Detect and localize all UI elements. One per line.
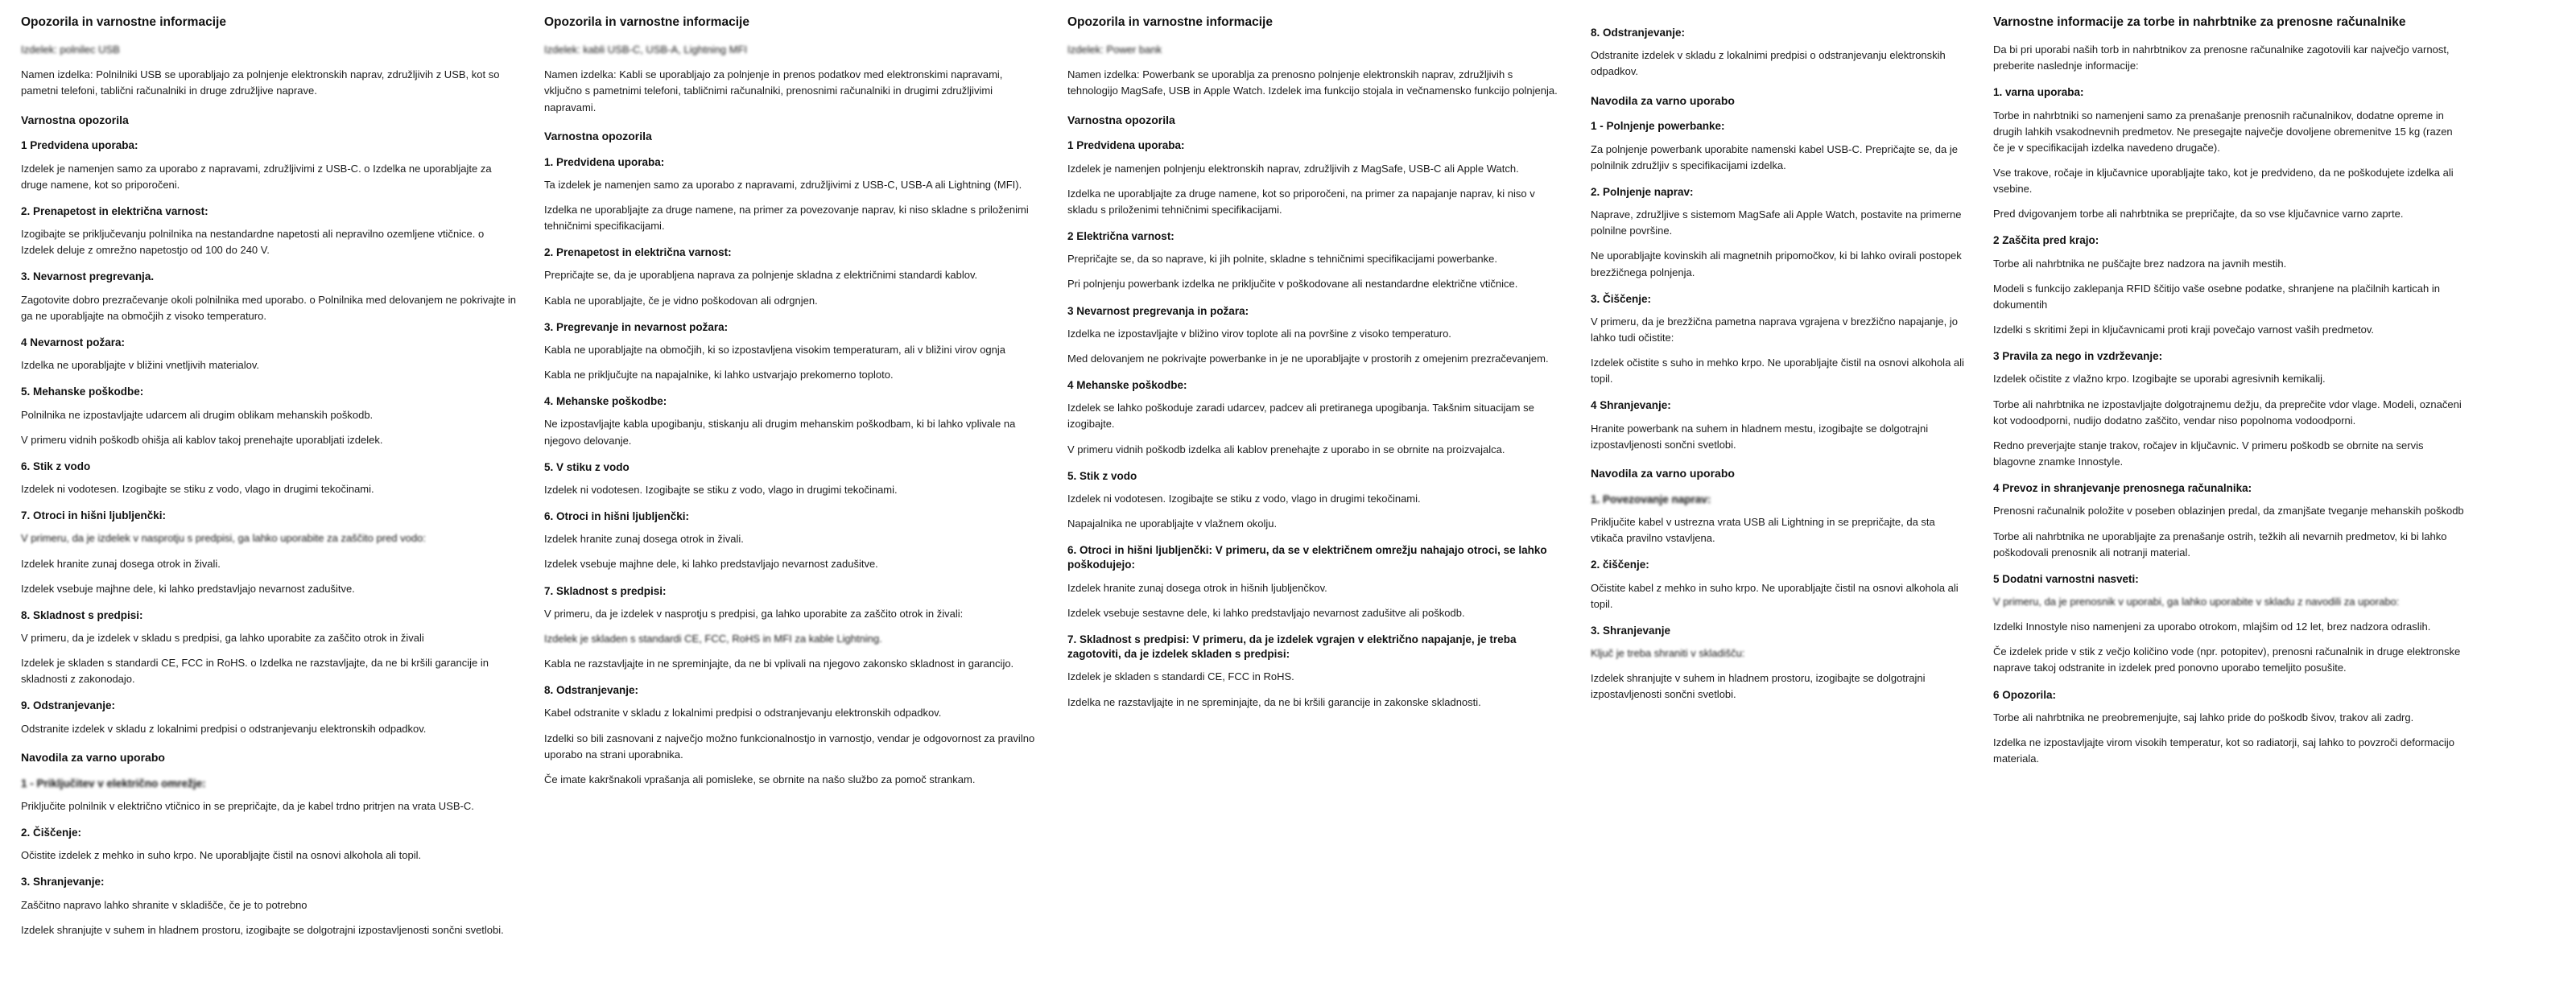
column-title: Varnostne informacije za torbe in nahrbtnike za prenosne računalnike xyxy=(1993,15,2406,29)
section-item-paragraph: Kabla ne uporabljajte, če je vidno poškodovan ali odrgnjen. xyxy=(544,294,818,307)
section-item-title: 7. Skladnost s predpisi: V primeru, da je izdelek vgrajen v električno napajanje, je treba zagotoviti, da je izdelek skladen s predpisi: xyxy=(1067,633,1517,661)
product-purpose-text: Namen izdelka: Polnilniki USB se uporabljajo za polnjenje elektronskih naprav, združljivih z USB, kot so pametni telefoni, tablični računalniki in druge združljive naprave. xyxy=(21,68,500,97)
section-item-title: 4. Mehanske poškodbe: xyxy=(544,395,667,408)
section-item-title: 2 Zaščita pred krajo: xyxy=(1993,234,2099,247)
section-item-paragraph: Izdelek ni vodotesen. Izogibajte se stiku z vodo, vlago in drugimi tekočinami. xyxy=(1067,492,1421,505)
product-name-line: Izdelek: Power bank xyxy=(1067,43,1162,56)
section-item-title: 3. Nevarnost pregrevanja. xyxy=(21,270,155,283)
column-title: Opozorila in varnostne informacije xyxy=(21,15,226,29)
section-item-title: 5. V stiku z vodo xyxy=(544,460,630,473)
section-item-title: 3. Shranjevanje xyxy=(1591,624,1671,637)
section-item-paragraph: Izdelka ne uporabljajte v bližini vnetljivih materialov. xyxy=(21,359,260,372)
document-column xyxy=(535,14,1058,1006)
section-item-paragraph: Odstranite izdelek v skladu z lokalnimi predpisi o odstranjevanju elektronskih odpadkov. xyxy=(1591,49,1946,78)
section-item-title: 2. čiščenje: xyxy=(1591,559,1649,571)
section-heading: Varnostna opozorila xyxy=(1067,113,1175,126)
section-item-paragraph: Odstranite izdelek v skladu z lokalnimi predpisi o odstranjevanju elektronskih odpadkov. xyxy=(21,722,427,735)
section-item-title: 5. Mehanske poškodbe: xyxy=(21,385,144,398)
column-title: Opozorila in varnostne informacije xyxy=(1067,15,1273,29)
section-item-paragraph: Torbe ali nahrbtnika ne izpostavljajte dolgotrajnemu dežju, da preprečite vdor vlage. Modeli, označeni kot vodoodporni, nudijo dodatno zaščito, vendar niso popolnoma vodoodporni. xyxy=(1993,398,2462,427)
section-item-paragraph: Prepričajte se, da je uporabljena naprava za polnjenje skladna z električnimi standardi kablov. xyxy=(544,269,978,282)
section-item-title: 2. Polnjenje naprav: xyxy=(1591,185,1694,198)
section-item-paragraph: Kabel odstranite v skladu z lokalnimi predpisi o odstranjevanju elektronskih odpadkov. xyxy=(544,707,942,719)
section-item-title: 6. Stik z vodo xyxy=(21,460,91,472)
section-item-paragraph: Kabla ne priključujte na napajalnike, ki lahko ustvarjajo prekomerno toploto. xyxy=(544,369,894,381)
section-item-paragraph: Izdelek vsebuje majhne dele, ki lahko predstavljajo nevarnost zadušitve. xyxy=(544,558,878,571)
section-item-title: 1 Predvidena uporaba: xyxy=(21,139,138,152)
document-column xyxy=(1581,14,1984,1006)
section-item-paragraph: Kabla ne razstavljajte in ne spreminjajte, da ne bi vplivali na njegovo zakonsko skladnost in garancijo. xyxy=(544,658,1014,670)
section-item-paragraph: Torbe ali nahrbtnika ne uporabljajte za prenašanje ostrih, težkih ali nevarnih predmetov, ki bi lahko poškodovali prenosnik ali notranji material. xyxy=(1993,530,2447,559)
section-item-paragraph: Izdelek je skladen s standardi CE, FCC, RoHS in MFI za kable Lightning. xyxy=(544,632,882,645)
section-item-paragraph: Torbe ali nahrbtnika ne preobremenjujte, saj lahko pride do poškodb šivov, trakov ali zadrg. xyxy=(1993,711,2414,724)
section-item-paragraph: Prenosni računalnik položite v poseben oblazinjen predal, da zmanjšate tveganje mehanskih poškodb xyxy=(1993,505,2464,517)
product-purpose-text: Namen izdelka: Kabli se uporabljajo za polnjenje in prenos podatkov med elektronskimi napravami, vključno s pametnimi telefoni, tabličnimi računalniki, prenosnimi računalniki in drugimi združljivimi napravami. xyxy=(544,68,1003,113)
section-item-paragraph: Torbe ali nahrbtnika ne puščajte brez nadzora na javnih mestih. xyxy=(1993,257,2287,270)
section-item-paragraph: Ne izpostavljajte kabla upogibanju, stiskanju ali drugim mehanskim poškodbam, ki bi lahko vplivale na njegovo delovanje. xyxy=(544,418,1016,447)
product-purpose-text: Da bi pri uporabi naših torb in nahrbtnikov za prenosne računalnike zagotovili kar največjo varnost, preberite naslednje informacije: xyxy=(1993,43,2450,72)
section-item-paragraph: Redno preverjajte stanje trakov, ročajev in ključavnic. V primeru poškodb se obrnite na servis blagovne znamke Innostyle. xyxy=(1993,439,2424,468)
section-item-paragraph: V primeru, da je brezžična pametna naprava vgrajena v brezžično napajanje, jo lahko tudi očistite: xyxy=(1591,315,1958,344)
section-item-title: 6. Otroci in hišni ljubljenčki: xyxy=(544,510,690,523)
section-item-paragraph: Izogibajte se priključevanju polnilnika na nestandardne napetosti ali nepravilno ozemljene vtičnice. o Izdelek deluje z omrežno napetostjo od 100 do 240 V. xyxy=(21,228,485,257)
section-item-paragraph: Med delovanjem ne pokrivajte powerbanke in je ne uporabljajte v prostorih z omejenim prezračevanjem. xyxy=(1067,352,1549,365)
section-item-title: 2. Prenapetost in električna varnost: xyxy=(544,246,732,259)
document-column xyxy=(1058,14,1581,1006)
section-item-title: 6. Otroci in hišni ljubljenčki: V primeru, da se v električnem omrežju nahajajo otroci, se lahko poškodujejo: xyxy=(1067,544,1547,571)
section-item-paragraph: Izdelek je namenjen samo za uporabo z napravami, združljivimi z USB-C. o Izdelka ne uporabljajte za druge namene, kot so priporočeni. xyxy=(21,162,492,191)
section-item-paragraph: Prepričajte se, da so naprave, ki jih polnite, skladne s tehničnimi specifikacijami powerbanke. xyxy=(1067,253,1497,266)
section-item-paragraph: Izdelek vsebuje sestavne dele, ki lahko predstavljajo nevarnost zadušitve ali poškodb. xyxy=(1067,606,1465,619)
section-item-title: 8. Odstranjevanje: xyxy=(1591,27,1686,39)
section-item-paragraph: Izdelek hranite zunaj dosega otrok in živali. xyxy=(21,557,221,570)
product-purpose-text: Namen izdelka: Powerbank se uporablja za prenosno polnjenje elektronskih naprav, združljivih s tehnologijo MagSafe, USB in Apple Watch. Izdelek ima funkcijo stojala in večnamensko funkcijo polnjenja. xyxy=(1067,68,1558,97)
section-item-paragraph: Ključ je treba shraniti v skladišču: xyxy=(1591,647,1745,660)
document-column xyxy=(1984,14,2483,1006)
section-item-title: 1. Povezovanje naprav: xyxy=(1591,493,1711,505)
section-item-title: 4 Mehanske poškodbe: xyxy=(1067,379,1187,392)
section-item-paragraph: V primeru, da je izdelek v nasprotju s predpisi, ga lahko uporabite za zaščito otrok in živali: xyxy=(544,607,964,620)
section-item-paragraph: Hranite powerbank na suhem in hladnem mestu, izogibajte se dolgotrajni izpostavljenosti sončni svetlobi. xyxy=(1591,422,1929,451)
section-item-title: 5 Dodatni varnostni nasveti: xyxy=(1993,572,2139,585)
column-title: Opozorila in varnostne informacije xyxy=(544,15,749,29)
section-item-title: 4 Prevoz in shranjevanje prenosnega računalnika: xyxy=(1993,482,2252,495)
section-item-paragraph: Napajalnika ne uporabljajte v vlažnem okolju. xyxy=(1067,517,1278,530)
section-item-paragraph: Očistite izdelek z mehko in suho krpo. Ne uporabljajte čistil na osnovi alkohola ali topil. xyxy=(21,849,422,862)
section-item-paragraph: Kabla ne uporabljajte na območjih, ki so izpostavljena visokim temperaturam, ali v bližini virov ognja xyxy=(544,343,1006,356)
section-item-paragraph: Izdelek se lahko poškoduje zaradi udarcev, padcev ali pretiranega upogibanja. Takšnim situacijam se izogibajte. xyxy=(1067,402,1534,431)
section-item-title: 1 - Priključitev v električno omrežje: xyxy=(21,777,206,790)
section-item-title: 1. varna uporaba: xyxy=(1993,86,2084,99)
section-item-paragraph: Izdelek očistite z vlažno krpo. Izogibajte se uporabi agresivnih kemikalij. xyxy=(1993,373,2326,385)
section-item-paragraph: Izdelek vsebuje majhne dele, ki lahko predstavljajo nevarnost zadušitve. xyxy=(21,582,355,595)
section-item-paragraph: Ta izdelek je namenjen samo za uporabo z napravami, združljivimi z USB-C, USB-A ali Lightning (MFI). xyxy=(544,178,1022,191)
section-item-paragraph: Zagotovite dobro prezračevanje okoli polnilnika med uporabo. o Polnilnika med delovanjem ne pokrivajte in ga ne uporabljajte na območjih z visoko temperaturo. xyxy=(21,293,516,322)
section-item-paragraph: Priključite kabel v ustrezna vrata USB ali Lightning in se prepričajte, da sta vtikača pravilno vstavljena. xyxy=(1591,516,1935,545)
section-heading: Navodila za varno uporabo xyxy=(1591,466,1735,480)
section-item-paragraph: Izdelek shranjujte v suhem in hladnem prostoru, izogibajte se dolgotrajni izpostavljenosti sončni svetlobi. xyxy=(21,923,504,936)
section-item-title: 4 Nevarnost požara: xyxy=(21,336,126,348)
section-item-paragraph: Izdelka ne uporabljajte za druge namene, na primer za povezovanje naprav, ki niso skladne s priloženimi tehničnimi specifikacijami. xyxy=(544,203,1029,233)
section-heading: Navodila za varno uporabo xyxy=(21,750,165,764)
section-item-paragraph: Izdelek je skladen s standardi CE, FCC in RoHS. o Izdelka ne razstavljajte, da ne bi kršili garancije in skladnosti z zakonodajo. xyxy=(21,657,489,686)
section-item-paragraph: V primeru vidnih poškodb ohišja ali kablov takoj prenehajte uporabljati izdelek. xyxy=(21,433,383,446)
section-item-paragraph: Torbe in nahrbtniki so namenjeni samo za prenašanje prenosnih računalnikov, dodatne opreme in drugih lahkih vsakodnevnih predmetov. Ne presegajte največje dovoljene obremenitve 15 kg (razen če je v specifikacijah izdelka navedeno drugače). xyxy=(1993,109,2453,154)
section-item-paragraph: Če izdelek pride v stik z večjo količino vode (npr. potopitev), prenosni računalnik in druge elektronske naprave takoj odstranite in izdelek pred ponovno uporabo temeljito posušite. xyxy=(1993,645,2461,674)
section-item-paragraph: Izdelek shranjujte v suhem in hladnem prostoru, izogibajte se dolgotrajni izpostavljenosti sončni svetlobi. xyxy=(1591,672,1926,701)
document-column xyxy=(11,14,535,1006)
section-item-paragraph: Očistite kabel z mehko in suho krpo. Ne uporabljajte čistil na osnovi alkohola ali topil. xyxy=(1591,581,1959,610)
section-item-paragraph: V primeru vidnih poškodb izdelka ali kablov prenehajte z uporabo in se obrnite na proizvajalca. xyxy=(1067,443,1505,456)
section-item-title: 8. Odstranjevanje: xyxy=(544,684,639,697)
section-item-paragraph: Pred dvigovanjem torbe ali nahrbtnika se prepričajte, da so vse ključavnice varno zaprte. xyxy=(1993,208,2404,221)
section-item-title: 3. Pregrevanje in nevarnost požara: xyxy=(544,320,729,333)
section-heading: Navodila za varno uporabo xyxy=(1591,93,1735,107)
section-item-paragraph: Izdelka ne izpostavljajte virom visokih temperatur, kot so radiatorji, saj lahko to povzroči deformacijo materiala. xyxy=(1993,736,2454,765)
section-item-paragraph: V primeru, da je prenosnik v uporabi, ga lahko uporabite v skladu z navodili za uporabo: xyxy=(1993,596,2400,608)
section-item-title: 2. Prenapetost in električna varnost: xyxy=(21,204,208,217)
section-item-title: 9. Odstranjevanje: xyxy=(21,699,116,712)
section-item-title: 3 Nevarnost pregrevanja in požara: xyxy=(1067,304,1249,317)
section-item-paragraph: Izdelka ne uporabljajte za druge namene, kot so priporočeni, na primer za napajanje naprav, ki niso v skladu s priloženimi tehničnimi specifikacijami. xyxy=(1067,187,1535,216)
section-item-paragraph: Izdelek hranite zunaj dosega otrok in živali. xyxy=(544,533,744,546)
section-item-title: 7. Skladnost s predpisi: xyxy=(544,584,667,597)
section-item-paragraph: Izdelek očistite s suho in mehko krpo. Ne uporabljajte čistil na osnovi alkohola ali topil. xyxy=(1591,357,1964,385)
section-item-title: 6 Opozorila: xyxy=(1993,688,2057,701)
section-item-paragraph: V primeru, da je izdelek v skladu s predpisi, ga lahko uporabite za zaščito otrok in živali xyxy=(21,632,424,645)
section-item-paragraph: Izdelka ne izpostavljajte v bližino virov toplote ali na površine z visoko temperaturo. xyxy=(1067,327,1451,340)
section-item-paragraph: Izdelek ni vodotesen. Izogibajte se stiku z vodo, vlago in drugimi tekočinami. xyxy=(544,483,898,496)
product-name-line: Izdelek: kabli USB-C, USB-A, Lightning MFI xyxy=(544,43,748,56)
section-item-title: 8. Skladnost s predpisi: xyxy=(21,608,143,621)
section-item-title: 1 - Polnjenje powerbanke: xyxy=(1591,120,1725,133)
section-item-title: 3. Shranjevanje: xyxy=(21,876,105,888)
section-item-title: 3. Čiščenje: xyxy=(1591,292,1652,305)
section-item-title: 2 Električna varnost: xyxy=(1067,230,1174,243)
section-item-paragraph: Izdelek hranite zunaj dosega otrok in hišnih ljubljenčkov. xyxy=(1067,581,1327,594)
product-name-line: Izdelek: polnilec USB xyxy=(21,43,120,56)
section-item-paragraph: Izdelki s skritimi žepi in ključavnicami proti kraji povečajo varnost vaših predmetov. xyxy=(1993,324,2374,336)
section-item-title: 7. Otroci in hišni ljubljenčki: xyxy=(21,509,167,522)
section-item-paragraph: Vse trakove, ročaje in ključavnice uporabljajte tako, kot je predvideno, da ne poškodujete izdelka ali vsebine. xyxy=(1993,167,2454,196)
section-item-paragraph: V primeru, da je izdelek v nasprotju s predpisi, ga lahko uporabite za zaščito pred vodo: xyxy=(21,532,426,545)
section-item-paragraph: Izdelka ne razstavljajte in ne spreminjajte, da ne bi kršili garancije in zakonske skladnosti. xyxy=(1067,695,1481,708)
section-heading: Varnostna opozorila xyxy=(21,113,129,126)
section-item-paragraph: Polnilnika ne izpostavljajte udarcem ali drugim oblikam mehanskih poškodb. xyxy=(21,408,374,421)
section-item-title: 5. Stik z vodo xyxy=(1067,469,1137,482)
section-item-title: 1 Predvidena uporaba: xyxy=(1067,139,1185,152)
section-item-paragraph: Pri polnjenju powerbank izdelka ne priključite v poškodovane ali nestandardne električne vtičnice. xyxy=(1067,278,1518,291)
column-footer-paragraph: Izdelki so bili zasnovani z največjo možno funkcionalnostjo in varnostjo, vendar je odgovornost za pravilno uporabo na strani uporabnika. xyxy=(544,732,1035,761)
section-item-paragraph: Modeli s funkcijo zaklepanja RFID ščitijo vaše osebne podatke, shranjene na plačilnih karticah in dokumentih xyxy=(1993,282,2440,311)
section-item-paragraph: Za polnjenje powerbank uporabite namenski kabel USB-C. Prepričajte se, da je polnilnik združljiv s specifikacijami izdelka. xyxy=(1591,142,1958,171)
section-item-paragraph: Izdelek je namenjen polnjenju elektronskih naprav, združljivih z MagSafe, USB-C ali Apple Watch. xyxy=(1067,162,1519,175)
column-footer-paragraph: Če imate kakršnakoli vprašanja ali pomisleke, se obrnite na našo službo za pomoč strankam. xyxy=(544,773,976,785)
section-item-paragraph: Naprave, združljive s sistemom MagSafe ali Apple Watch, postavite na primerne polnilne površine. xyxy=(1591,208,1962,237)
section-item-paragraph: Ne uporabljajte kovinskih ali magnetnih pripomočkov, ki bi lahko ovirali postopek brezžičnega polnjenja. xyxy=(1591,249,1962,278)
section-item-paragraph: Zaščitno napravo lahko shranite v skladišče, če je to potrebno xyxy=(21,898,308,911)
section-item-title: 3 Pravila za nego in vzdrževanje: xyxy=(1993,350,2163,363)
section-item-paragraph: Izdelek ni vodotesen. Izogibajte se stiku z vodo, vlago in drugimi tekočinami. xyxy=(21,483,374,496)
section-item-paragraph: Izdelek je skladen s standardi CE, FCC in RoHS. xyxy=(1067,670,1294,683)
section-item-title: 2. Čiščenje: xyxy=(21,827,82,839)
section-item-paragraph: Priključite polnilnik v električno vtičnico in se prepričajte, da je kabel trdno pritrjen na vrata USB-C. xyxy=(21,799,474,812)
section-item-title: 1. Predvidena uporaba: xyxy=(544,155,665,168)
section-heading: Varnostna opozorila xyxy=(544,129,652,142)
section-item-title: 4 Shranjevanje: xyxy=(1591,399,1671,412)
section-item-paragraph: Izdelki Innostyle niso namenjeni za uporabo otrokom, mlajšim od 12 let, brez nadzora odraslih. xyxy=(1993,621,2431,633)
